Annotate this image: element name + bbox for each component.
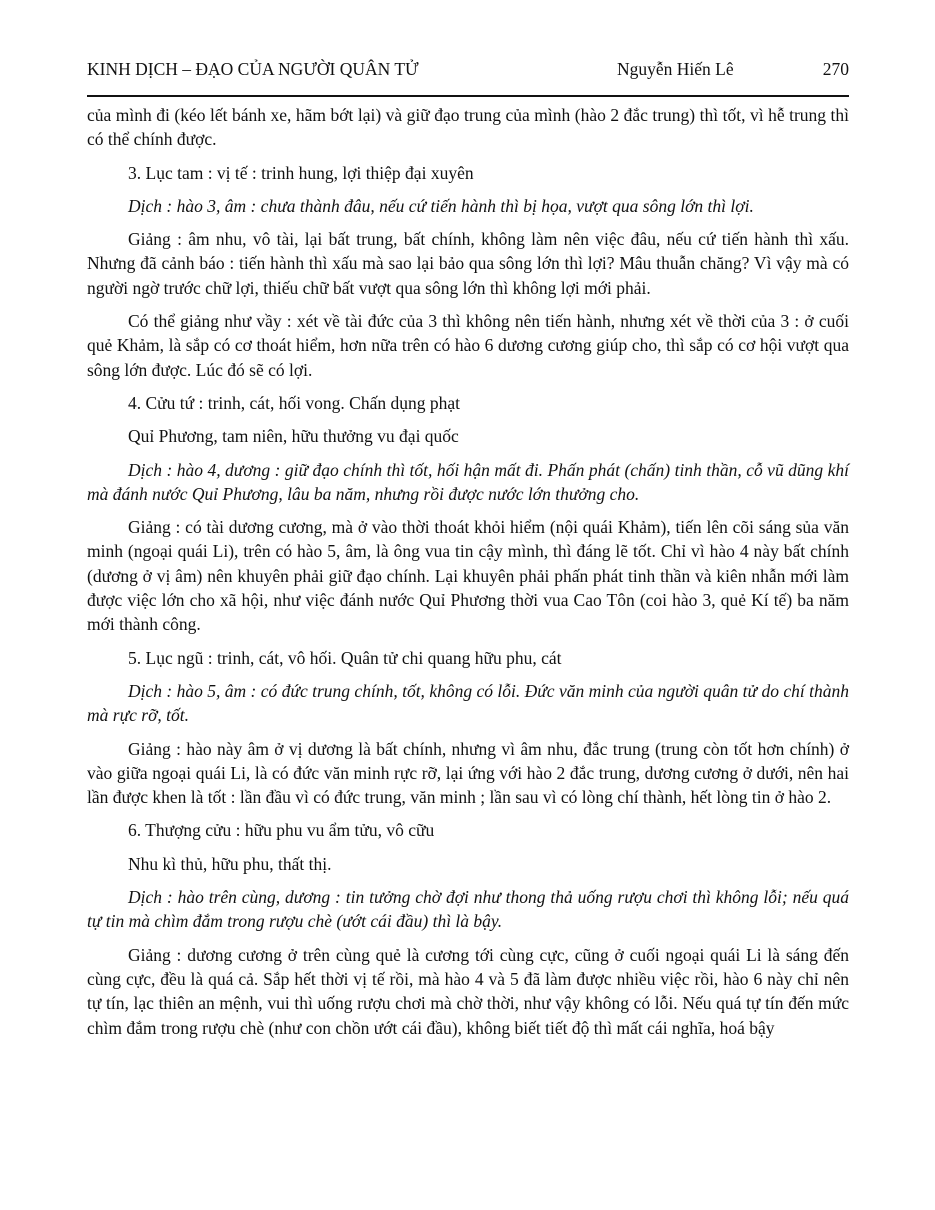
line-3-heading: 3. Lục tam : vị tế : trinh hung, lợi thiệp đại xuyên xyxy=(128,162,474,183)
line-3-translation: Dịch : hào 3, âm : chưa thành đâu, nếu cứ tiến hành thì bị họa, vượt qua sông lớn thì lợi. xyxy=(128,195,754,216)
header-divider xyxy=(87,95,849,97)
line-6-heading-cont: Nhu kì thủ, hữu phu, thất thị. xyxy=(128,853,332,874)
line-6-heading: 6. Thượng cửu : hữu phu vu ẩm tửu, vô cữu xyxy=(128,820,435,841)
line-5-translation: Dịch : hào 5, âm : có đức trung chính, tốt, không có lỗi. Đức văn minh của người quân tử do chí thành mà rực rỡ, tốt. xyxy=(87,680,849,726)
paragraph-continuation: của mình đi (kéo lết bánh xe, hãm bớt lại) và giữ đạo trung của mình (hào 2 đắc trung) thì tốt, vì hễ trung thì có thể chính được. xyxy=(87,105,849,150)
page-number: 270 xyxy=(822,59,849,79)
line-4-heading-cont: Quỉ Phương, tam niên, hữu thưởng vu đại quốc xyxy=(128,426,459,447)
book-title: KINH DỊCH – ĐẠO CỦA NGƯỜI QUÂN TỬ xyxy=(87,59,419,79)
page-header xyxy=(87,57,849,81)
line-6-translation: Dịch : hào trên cùng, dương : tin tưởng chờ đợi như thong thả uống rượu chơi thì không lỗi; nếu quá tự tin mà chìm đắm trong rượu chè (ướt cái đầu) thì là bậy. xyxy=(87,887,849,932)
line-4-translation: Dịch : hào 4, dương : giữ đạo chính thì tốt, hối hận mất đi. Phấn phát (chấn) tinh thần, cỗ vũ dũng khí mà đánh nước Quỉ Phương, lâu ba năm, nhưng rồi được nước lớn thưởng cho. xyxy=(87,459,849,504)
line-3-commentary: Giảng : âm nhu, vô tài, lại bất trung, bất chính, không làm nên việc đâu, nếu cứ tiến hành thì xấu. Nhưng đã cảnh báo : tiến hành thì xấu mà sao lại bảo qua sông lớn thì lợi? Mâu thuẫn chăng? Vì vậy mà có người ngờ trước chữ lợi, thiếu chữ bất vượt qua sông lớn thì không lợi mới phải. xyxy=(87,229,849,298)
page-body xyxy=(87,103,849,1049)
line-6-commentary: Giảng : dương cương ở trên cùng quẻ là cương tới cùng cực, cũng ở cuối ngoại quái Li là sáng đến cùng cực, đều là quá cả. Sắp hết thời vị tế rồi, mà hào 4 và 5 đã làm được nhiều việc rồi, hào 6 này chỉ nên tự tín, lạc thiên an mệnh, vui thì uống rượu chơi mà chờ thời, như vậy không có lỗi. Nếu quá tự tín đến mức chìm đắm trong rượu chè (như con chồn ướt cái đầu), không biết tiết độ thì mất cái nghĩa, hoá bậy xyxy=(87,944,849,1038)
line-4-heading: 4. Cửu tứ : trinh, cát, hối vong. Chấn dụng phạt xyxy=(128,392,460,413)
author-name: Nguyễn Hiến Lê xyxy=(617,59,734,79)
line-5-commentary: Giảng : hào này âm ở vị dương là bất chính, nhưng vì âm nhu, đắc trung (trung còn tốt hơn chính) ở vào giữa ngoại quái Li, là có đức văn minh rực rỡ, lại ứng với hào 2 đắc trung, dương cương ở dưới, nên hai lần được khen là tốt : lần đầu vì có đức trung, văn minh ; lần sau vì có lòng chí thành, hết lòng tin ở hào 2. xyxy=(87,738,849,808)
line-4-commentary: Giảng : có tài dương cương, mà ở vào thời thoát khỏi hiểm (nội quái Khảm), tiến lên cõi sáng sủa văn minh (ngoại quái Li), trên có hào 5, âm, là ông vua tin cậy mình, thì đáng lẽ tốt. Chỉ vì hào 4 này bất chính (dương ở vị âm) nên khuyên phải giữ đạo chính. Lại khuyên phải phấn phát tinh thần và kiên nhẫn mới làm được việc lớn cho xã hội, như việc đánh nước Quỉ Phương thời vua Cao Tôn (coi hào 3, quẻ Kí tế) ba năm mới thành công. xyxy=(87,517,849,635)
line-3-commentary-alt: Có thể giảng như vầy : xét về tài đức của 3 thì không nên tiến hành, nhưng xét về thời của 3 : ở cuối quẻ Khảm, là sắp có cơ thoát hiểm, hơn nữa trên có hào 6 dương cương giúp cho, thì sắp có cơ hội vượt qua sông lớn được. Lúc đó sẽ có lợi. xyxy=(87,311,849,380)
line-5-heading: 5. Lục ngũ : trinh, cát, vô hối. Quân tử chi quang hữu phu, cát xyxy=(128,647,562,668)
